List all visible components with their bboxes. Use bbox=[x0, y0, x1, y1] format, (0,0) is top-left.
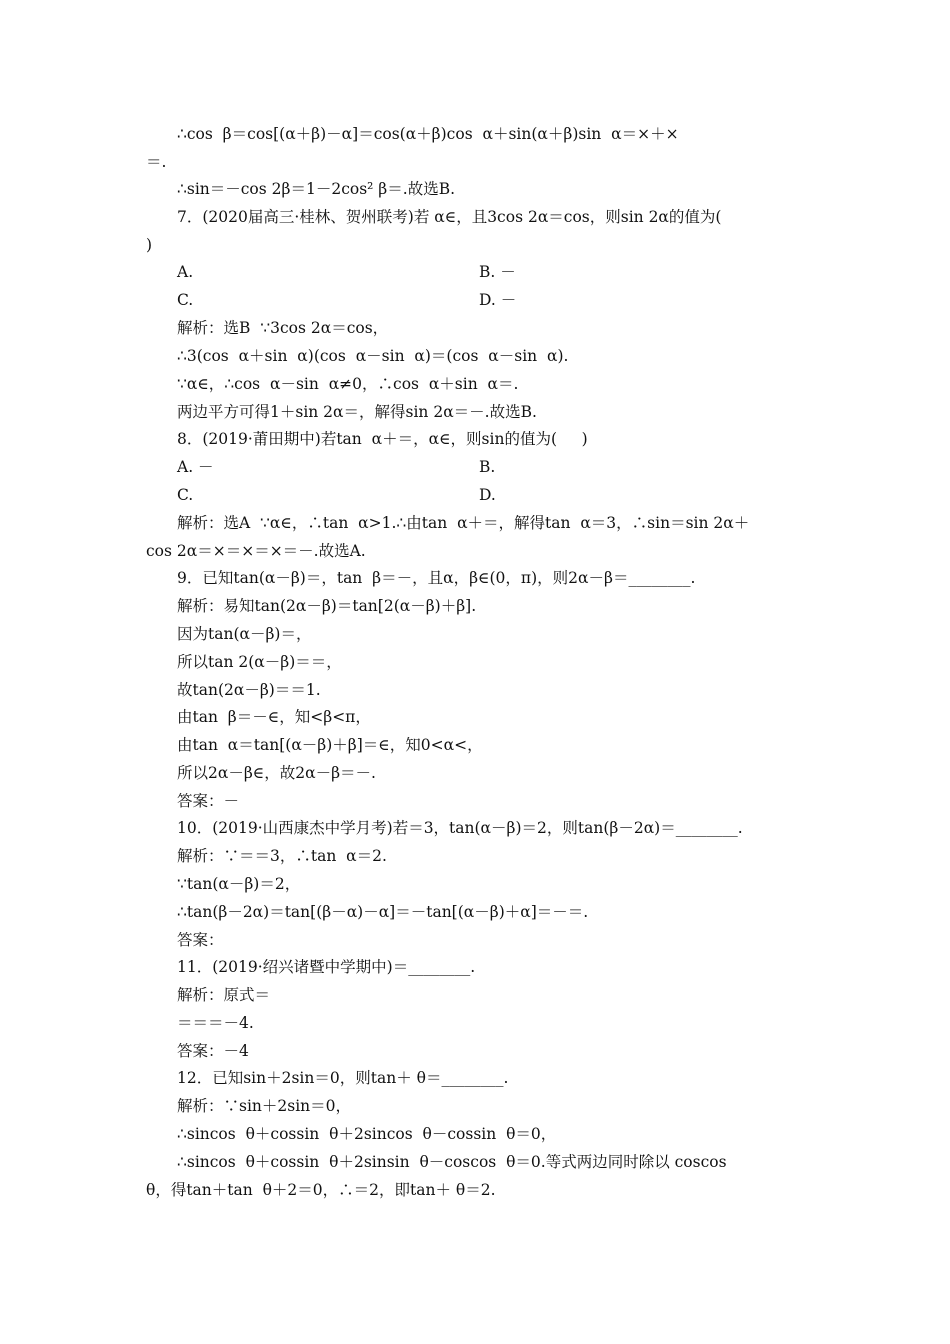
text-line: ∴3(cos α＋sin α)(cos α－sin α)＝(cos α－sin α). bbox=[177, 347, 569, 365]
text-line: ∵tan(α－β)＝2， bbox=[177, 875, 301, 893]
solution-12: 解析：∵sin＋2sin＝0， bbox=[177, 1097, 352, 1115]
text-line: 因为tan(α－β)＝， bbox=[177, 625, 312, 643]
text-line: ∴cos β＝cos[(α＋β)－α]＝cos(α＋β)cos α＋sin(α＋β)sin α＝×＋× bbox=[177, 125, 679, 143]
text-line: ＝＝＝－4. bbox=[177, 1014, 254, 1032]
question-11: 11．(2019·绍兴诸暨中学期中)＝________. bbox=[177, 958, 476, 976]
text-line: ∴sincos θ＋cossin θ＋2sincos θ－cossin θ＝0， bbox=[177, 1125, 557, 1143]
text-line: 所以tan 2(α－β)＝＝， bbox=[177, 653, 342, 671]
option-7-c: C. bbox=[177, 291, 194, 309]
question-8: 8．(2019·莆田期中)若tan α＋＝，α∈，则sin的值为( ) bbox=[177, 430, 588, 448]
text-line: ∴sincos θ＋cossin θ＋2sinsin θ－coscos θ＝0.等式两边同时除以 coscos bbox=[177, 1153, 727, 1171]
option-8-b: B. bbox=[479, 458, 496, 476]
text-line: 所以2α－β∈，故2α－β＝－. bbox=[177, 764, 376, 782]
solution-10: 解析：∵＝＝3，∴tan α＝2. bbox=[177, 847, 387, 865]
text-line: ∴tan(β－2α)＝tan[(β－α)－α]＝－tan[(α－β)＋α]＝－＝. bbox=[177, 903, 589, 921]
answer-10: 答案： bbox=[177, 931, 224, 949]
solution-11: 解析：原式＝ bbox=[177, 986, 271, 1004]
option-7-d: D. － bbox=[479, 291, 517, 309]
text-line: ∵α∈，∴cos α－sin α≠0，∴cos α＋sin α＝. bbox=[177, 375, 519, 393]
option-8-a: A. － bbox=[177, 458, 214, 476]
answer-9: 答案：－ bbox=[177, 792, 240, 810]
text-line: 由tan α＝tan[(α－β)＋β]＝∈，知0<α<， bbox=[177, 736, 483, 754]
solution-8: 解析：选A ∵α∈，∴tan α>1.∴由tan α＋＝，解得tan α＝3，∴sin＝sin 2α＋ bbox=[177, 514, 750, 532]
text-line: 两边平方可得1＋sin 2α＝，解得sin 2α＝－.故选B. bbox=[177, 403, 537, 421]
solution-9: 解析：易知tan(2α－β)＝tan[2(α－β)＋β]. bbox=[177, 597, 477, 615]
solution-7: 解析：选B ∵3cos 2α＝cos， bbox=[177, 319, 389, 337]
text-line: ) bbox=[146, 236, 153, 254]
option-7-a: A. bbox=[177, 263, 194, 281]
option-8-c: C. bbox=[177, 486, 194, 504]
answer-11: 答案：－4 bbox=[177, 1042, 249, 1060]
text-line: cos 2α＝×＝×＝×＝－.故选A. bbox=[146, 542, 366, 560]
text-line: ＝. bbox=[146, 153, 167, 171]
option-7-b: B. － bbox=[479, 263, 516, 281]
text-line: 故tan(2α－β)＝＝1. bbox=[177, 681, 321, 699]
option-8-d: D. bbox=[479, 486, 496, 504]
text-line: ∴sin＝－cos 2β＝1－2cos² β＝.故选B. bbox=[177, 180, 456, 198]
question-10: 10．(2019·山西康杰中学月考)若＝3，tan(α－β)＝2，则tan(β－2α)＝________. bbox=[177, 819, 743, 837]
text-line: 由tan β＝－∈，知<β<π， bbox=[177, 708, 371, 726]
question-7: 7．(2020届高三·桂林、贺州联考)若 α∈，且3cos 2α＝cos，则sin 2α的值为( bbox=[177, 208, 722, 226]
text-line: θ，得tan＋tan θ＋2＝0，∴＝2，即tan＋ θ＝2. bbox=[146, 1181, 496, 1199]
question-12: 12．已知sin＋2sin＝0，则tan＋ θ＝________. bbox=[177, 1069, 509, 1087]
question-9: 9．已知tan(α－β)＝，tan β＝－，且α，β∈(0，π)，则2α－β＝________. bbox=[177, 569, 696, 587]
